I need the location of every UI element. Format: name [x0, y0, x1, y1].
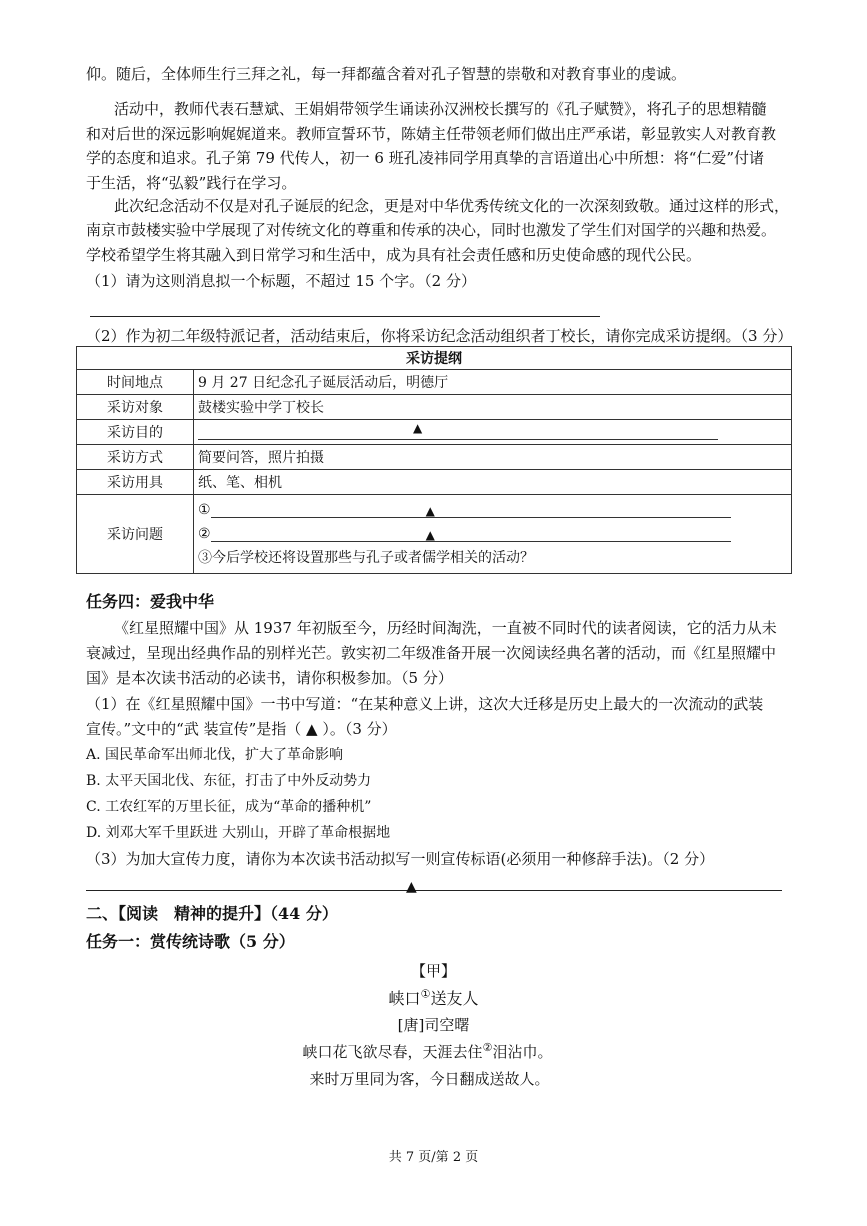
paragraph-line: 衰减过，呈现出经典作品的别样光芒。敦实初二年级准备开展一次阅读经典名著的活动，而《红星照耀中: [86, 644, 777, 662]
answer-line[interactable]: [86, 890, 782, 891]
row-label: 采访对象: [77, 395, 194, 420]
question-2: （2）作为初二年级特派记者，活动结束后，你将采访纪念活动组织者丁校长，请你完成采访提纲。（3 分）: [86, 327, 793, 345]
question-slot-1[interactable]: [198, 498, 787, 522]
task4-question-1-cont: 宣传。”文中的“武 装宣传”是指（ ▲ ）。（3 分）: [86, 720, 397, 738]
question-number: ②: [198, 526, 211, 542]
question-number: ①: [198, 502, 211, 518]
task1-heading: 任务一：赏传统诗歌（5 分）: [86, 932, 295, 951]
row-value: 鼓楼实验中学丁校长: [194, 395, 792, 420]
questions-cell: [194, 495, 792, 574]
row-label: 时间地点: [77, 370, 194, 395]
row-label: 采访用具: [77, 470, 194, 495]
poem-text: 泪沾巾。: [492, 1043, 553, 1061]
question-slot-3: ③今后学校还将设置那些与孔子或者儒学相关的活动？: [198, 550, 534, 566]
option-a[interactable]: A. 国民革命军出师北伐，扩大了革命影响: [86, 747, 344, 763]
answer-line[interactable]: [90, 316, 600, 317]
question-1: （1）请为这则消息拟一个标题，不超过 15 个字。（2 分）: [86, 272, 476, 290]
paragraph-line: 和对后世的深远影响娓娓道来。教师宣誓环节，陈婧主任带领老师们做出庄严承诺，彰显敦实人对教育教: [86, 125, 777, 143]
poem-line-2: 来时万里同为客，今日翻成送故人。: [309, 1070, 550, 1088]
task4-question-1: （1）在《红星照耀中国》一书中写道：“在某种意义上讲，这次大迁移是历史上最大的一次流动的武装: [86, 695, 764, 713]
poem-title-text: 峡口: [388, 989, 421, 1008]
row-label: 采访目的: [77, 420, 194, 445]
row-label: 采访方式: [77, 445, 194, 470]
section-heading: 二、【阅读 精神的提升】（44 分）: [86, 904, 338, 923]
task4-question-3: （3）为加大宣传力度，请你为本次读书活动拟写一则宣传标语(必须用一种修辞手法)。（2 分）: [86, 850, 715, 868]
row-label: 采访问题: [77, 495, 194, 574]
paragraph-line: 学校希望学生将其融入到日常学习和生活中，成为具有社会责任感和历史使命感的现代公民。: [86, 246, 702, 264]
footnote-marker: ②: [482, 1041, 493, 1054]
poem-tag: 【甲】: [410, 962, 456, 980]
question-slot-2[interactable]: [198, 522, 787, 546]
poem-author: [唐]司空曙: [397, 1016, 470, 1034]
page-footer: 共 7 页/第 2 页: [388, 1150, 479, 1165]
option-c[interactable]: C. 工农红军的万里长征，成为“革命的播种机”: [86, 799, 372, 815]
poem-text: 峡口花飞欲尽春，天涯去住: [302, 1043, 483, 1061]
paragraph-line: 活动中，教师代表石慧斌、王娟娟带领学生诵读孙汉洲校长撰写的《孔子赋赞》，将孔子的思想精髓: [114, 100, 767, 118]
table-row: [77, 395, 792, 420]
purpose-blank[interactable]: [198, 420, 718, 440]
table-row: [77, 495, 792, 574]
blank-marker: ▲: [425, 503, 435, 518]
blank-marker: ▲: [425, 527, 435, 542]
interview-outline-table: [76, 346, 792, 574]
option-d[interactable]: D. 刘邓大军千里跃进 大别山，开辟了革命根据地: [86, 825, 391, 841]
paragraph-line: 此次纪念活动不仅是对孔子诞辰的纪念，更是对中华优秀传统文化的一次深刻致敬。通过这样的形式，: [114, 197, 790, 215]
table-title: 采访提纲: [77, 347, 792, 370]
paragraph-line: 仰。随后，全体师生行三拜之礼，每一拜都蕴含着对孔子智慧的崇敬和对教育事业的虔诚。: [86, 65, 687, 83]
poem-title-text: 送友人: [430, 989, 479, 1008]
table-row: [77, 470, 792, 495]
purpose-blank-cell[interactable]: [194, 420, 792, 445]
question-blank[interactable]: [211, 527, 731, 542]
paragraph-line: 于生活，将“弘毅”践行在学习。: [86, 174, 297, 192]
paragraph-line: 学的态度和追求。孔子第 79 代传人，初一 6 班孔凌祎同学用真挚的言语道出心中所想：将“仁爱”付诸: [86, 149, 765, 167]
question-blank[interactable]: [211, 503, 731, 518]
paragraph-line: 南京市鼓楼实验中学展现了对传统文化的尊重和传承的决心，同时也激发了学生们对国学的兴趣和热爱。: [86, 221, 777, 239]
blank-marker: ▲: [406, 879, 417, 895]
blank-marker: ▲: [413, 420, 423, 435]
poem-line-1: [0, 1041, 861, 1062]
table-row: [77, 445, 792, 470]
option-b[interactable]: B. 太平天国北伐、东征，打击了中外反动势力: [86, 773, 372, 789]
task4-heading: 任务四：爱我中华: [86, 592, 215, 611]
row-value: 纸、笔、相机: [194, 470, 792, 495]
table-row: [77, 370, 792, 395]
paragraph-line: 国》是本次读书活动的必读书，请你积极参加。（5 分）: [86, 669, 453, 687]
row-value: 简要问答，照片拍摄: [194, 445, 792, 470]
paragraph-line: 《红星照耀中国》从 1937 年初版至今，历经时间淘洗，一直被不同时代的读者阅读，它的活力从未: [114, 619, 777, 637]
footnote-marker: ①: [420, 987, 431, 1001]
row-value: 9 月 27 日纪念孔子诞辰活动后，明德厅: [194, 370, 792, 395]
poem-title: [0, 986, 867, 1009]
table-row: [77, 420, 792, 445]
